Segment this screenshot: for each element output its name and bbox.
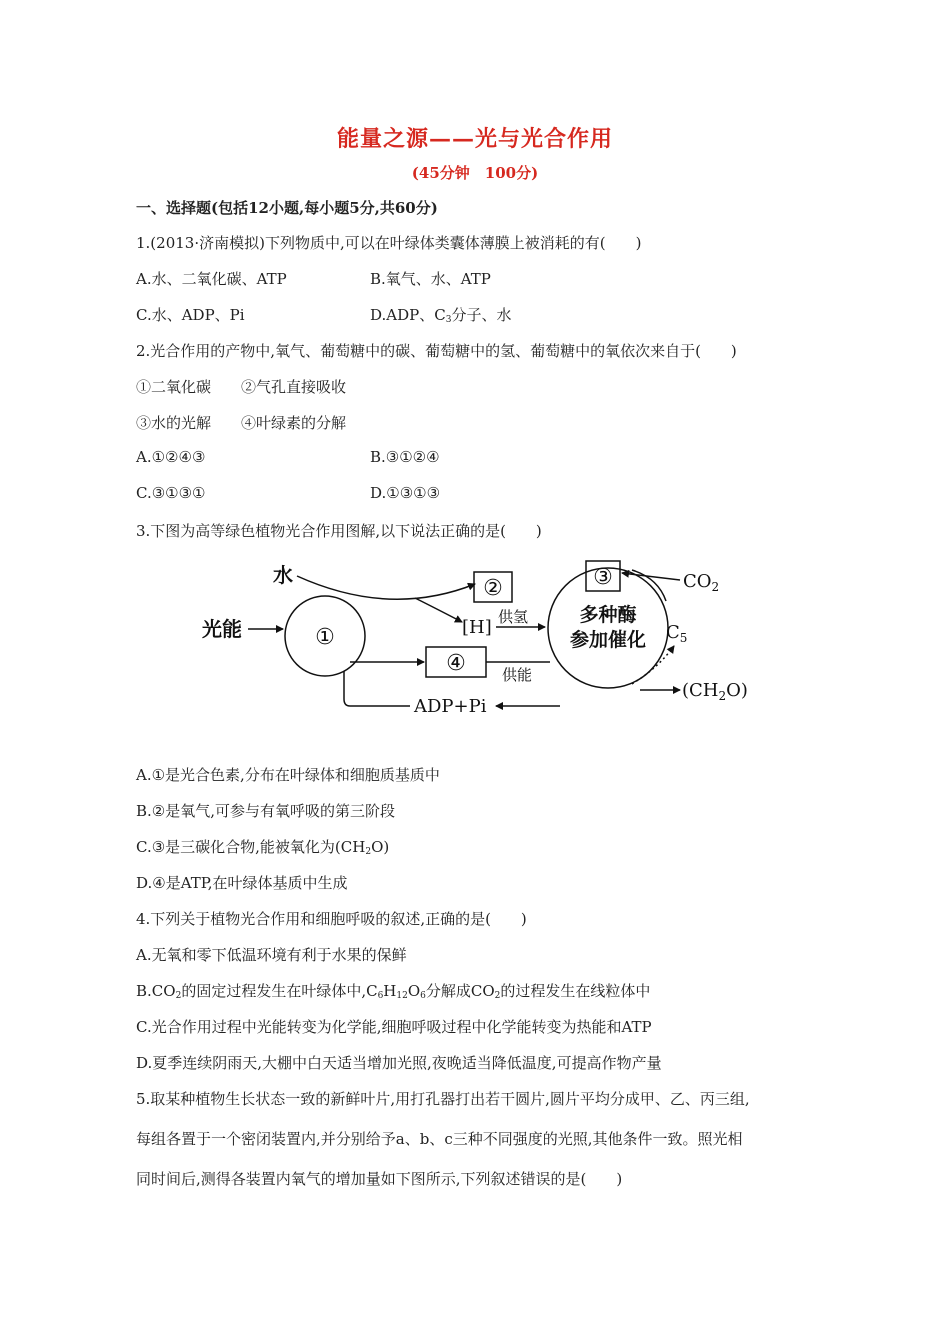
water-label: 水 — [273, 563, 293, 587]
subscript: 12 — [396, 991, 408, 1001]
q3-option-a: A.①是光合色素,分布在叶绿体和细胞质基质中 — [136, 766, 440, 784]
q2-option-a: A.①②④③ — [136, 448, 206, 466]
text: 分子、水 — [451, 306, 512, 324]
q1-option-b: B.氧气、水、ATP — [370, 270, 491, 288]
ch2o-label — [682, 680, 748, 703]
c5-sub: 5 — [679, 631, 688, 645]
subscript: 6 — [420, 991, 426, 1001]
c5-text: C — [666, 622, 680, 643]
q5-stem-line-1: 5.取某种植物生长状态一致的新鲜叶片,用打孔器打出若干圆片,圆片平均分成甲、乙、丙三组, — [136, 1090, 750, 1108]
text: O) — [371, 838, 390, 856]
q3-option-d: D.④是ATP,在叶绿体基质中生成 — [136, 874, 348, 892]
co2-label — [683, 571, 719, 594]
adp-return-line — [344, 671, 410, 706]
q4-option-d: D.夏季连续阴雨天,大棚中白天适当增加光照,夜晚适当降低温度,可提高作物产量 — [136, 1054, 662, 1072]
ch2o-sub: 2 — [718, 689, 727, 703]
h-arrow — [415, 598, 462, 622]
subscript: 2 — [365, 847, 372, 857]
c5-label — [666, 622, 687, 645]
text: H — [383, 982, 397, 1000]
q2-stem: 2.光合作用的产物中,氧气、葡萄糖中的碳、葡萄糖中的氢、葡萄糖中的氧依次来自于( ) — [136, 342, 737, 360]
photosynthesis-diagram — [190, 556, 760, 721]
subscript: 2 — [175, 991, 182, 1001]
adp-label: ADP+Pi — [414, 696, 487, 717]
q4-option-a: A.无氧和零下低温环境有利于水果的保鲜 — [136, 946, 407, 964]
q2-option-c: C.③①③① — [136, 484, 206, 502]
text: 分解成CO — [425, 982, 495, 1000]
subscript: 6 — [377, 991, 384, 1001]
text: C.③是三碳化合物,能被氧化为(CH — [136, 838, 366, 856]
energy-supply-label: 供能 — [502, 666, 533, 684]
q1-stem: 1.(2013·济南模拟)下列物质中,可以在叶绿体类囊体薄膜上被消耗的有( ) — [136, 234, 642, 252]
q4-stem: 4.下列关于植物光合作用和细胞呼吸的叙述,正确的是( ) — [136, 910, 527, 928]
text: 的过程发生在线粒体中 — [500, 982, 651, 1000]
node-2-label: ② — [483, 576, 503, 601]
light-energy-label: 光能 — [202, 617, 242, 641]
q5-stem-line-3: 同时间后,测得各装置内氧气的增加量如下图所示,下列叙述错误的是( ) — [136, 1170, 623, 1188]
q2-items-2: ③水的光解 ④叶绿素的分解 — [136, 414, 347, 432]
ch2o-text: (CH — [682, 680, 719, 701]
node-1-label: ① — [315, 625, 335, 650]
ch2o-text-end: O) — [726, 680, 748, 701]
co2-sub: 2 — [711, 580, 720, 594]
h-supply-label: 供氢 — [498, 608, 529, 626]
q5-stem-line-2: 每组各置于一个密闭装置内,并分别给予a、b、c三种不同强度的光照,其他条件一致。照光相 — [136, 1130, 743, 1148]
q4-option-b — [136, 980, 650, 1001]
page-subtitle: (45分钟 100分) — [411, 164, 539, 182]
text: D.ADP、C — [370, 306, 446, 324]
h-label: [H] — [462, 617, 492, 638]
node-4-label: ④ — [446, 651, 466, 676]
text: 的固定过程发生在叶绿体中,C — [181, 982, 378, 1000]
node-3-label: ③ — [593, 565, 613, 590]
ch2o-dotted-arrow — [632, 646, 674, 684]
q2-option-b: B.③①②④ — [370, 448, 440, 466]
q2-option-d: D.①③①③ — [370, 484, 441, 502]
q1-option-a: A.水、二氧化碳、ATP — [136, 270, 287, 288]
enzyme-label-1: 多种酶 — [579, 604, 637, 626]
subscript: 3 — [445, 315, 452, 325]
page-title: 能量之源——光与光合作用 — [336, 126, 613, 152]
text: B.CO — [136, 982, 176, 1000]
section-heading: 一、选择题(包括12小题,每小题5分,共60分) — [136, 199, 438, 217]
q1-option-d — [370, 304, 511, 325]
enzyme-label-2: 参加催化 — [569, 629, 647, 651]
text: O — [407, 982, 421, 1000]
q1-option-c: C.水、ADP、Pi — [136, 306, 245, 324]
q2-items-1: ①二氧化碳 ②气孔直接吸收 — [136, 378, 347, 396]
q4-option-c: C.光合作用过程中光能转变为化学能,细胞呼吸过程中化学能转变为热能和ATP — [136, 1018, 652, 1036]
co2-text: CO — [683, 571, 712, 592]
q3-option-c — [136, 836, 389, 857]
q3-stem: 3.下图为高等绿色植物光合作用图解,以下说法正确的是( ) — [136, 522, 542, 540]
subscript: 2 — [494, 991, 501, 1001]
q3-option-b: B.②是氧气,可参与有氧呼吸的第三阶段 — [136, 802, 396, 820]
